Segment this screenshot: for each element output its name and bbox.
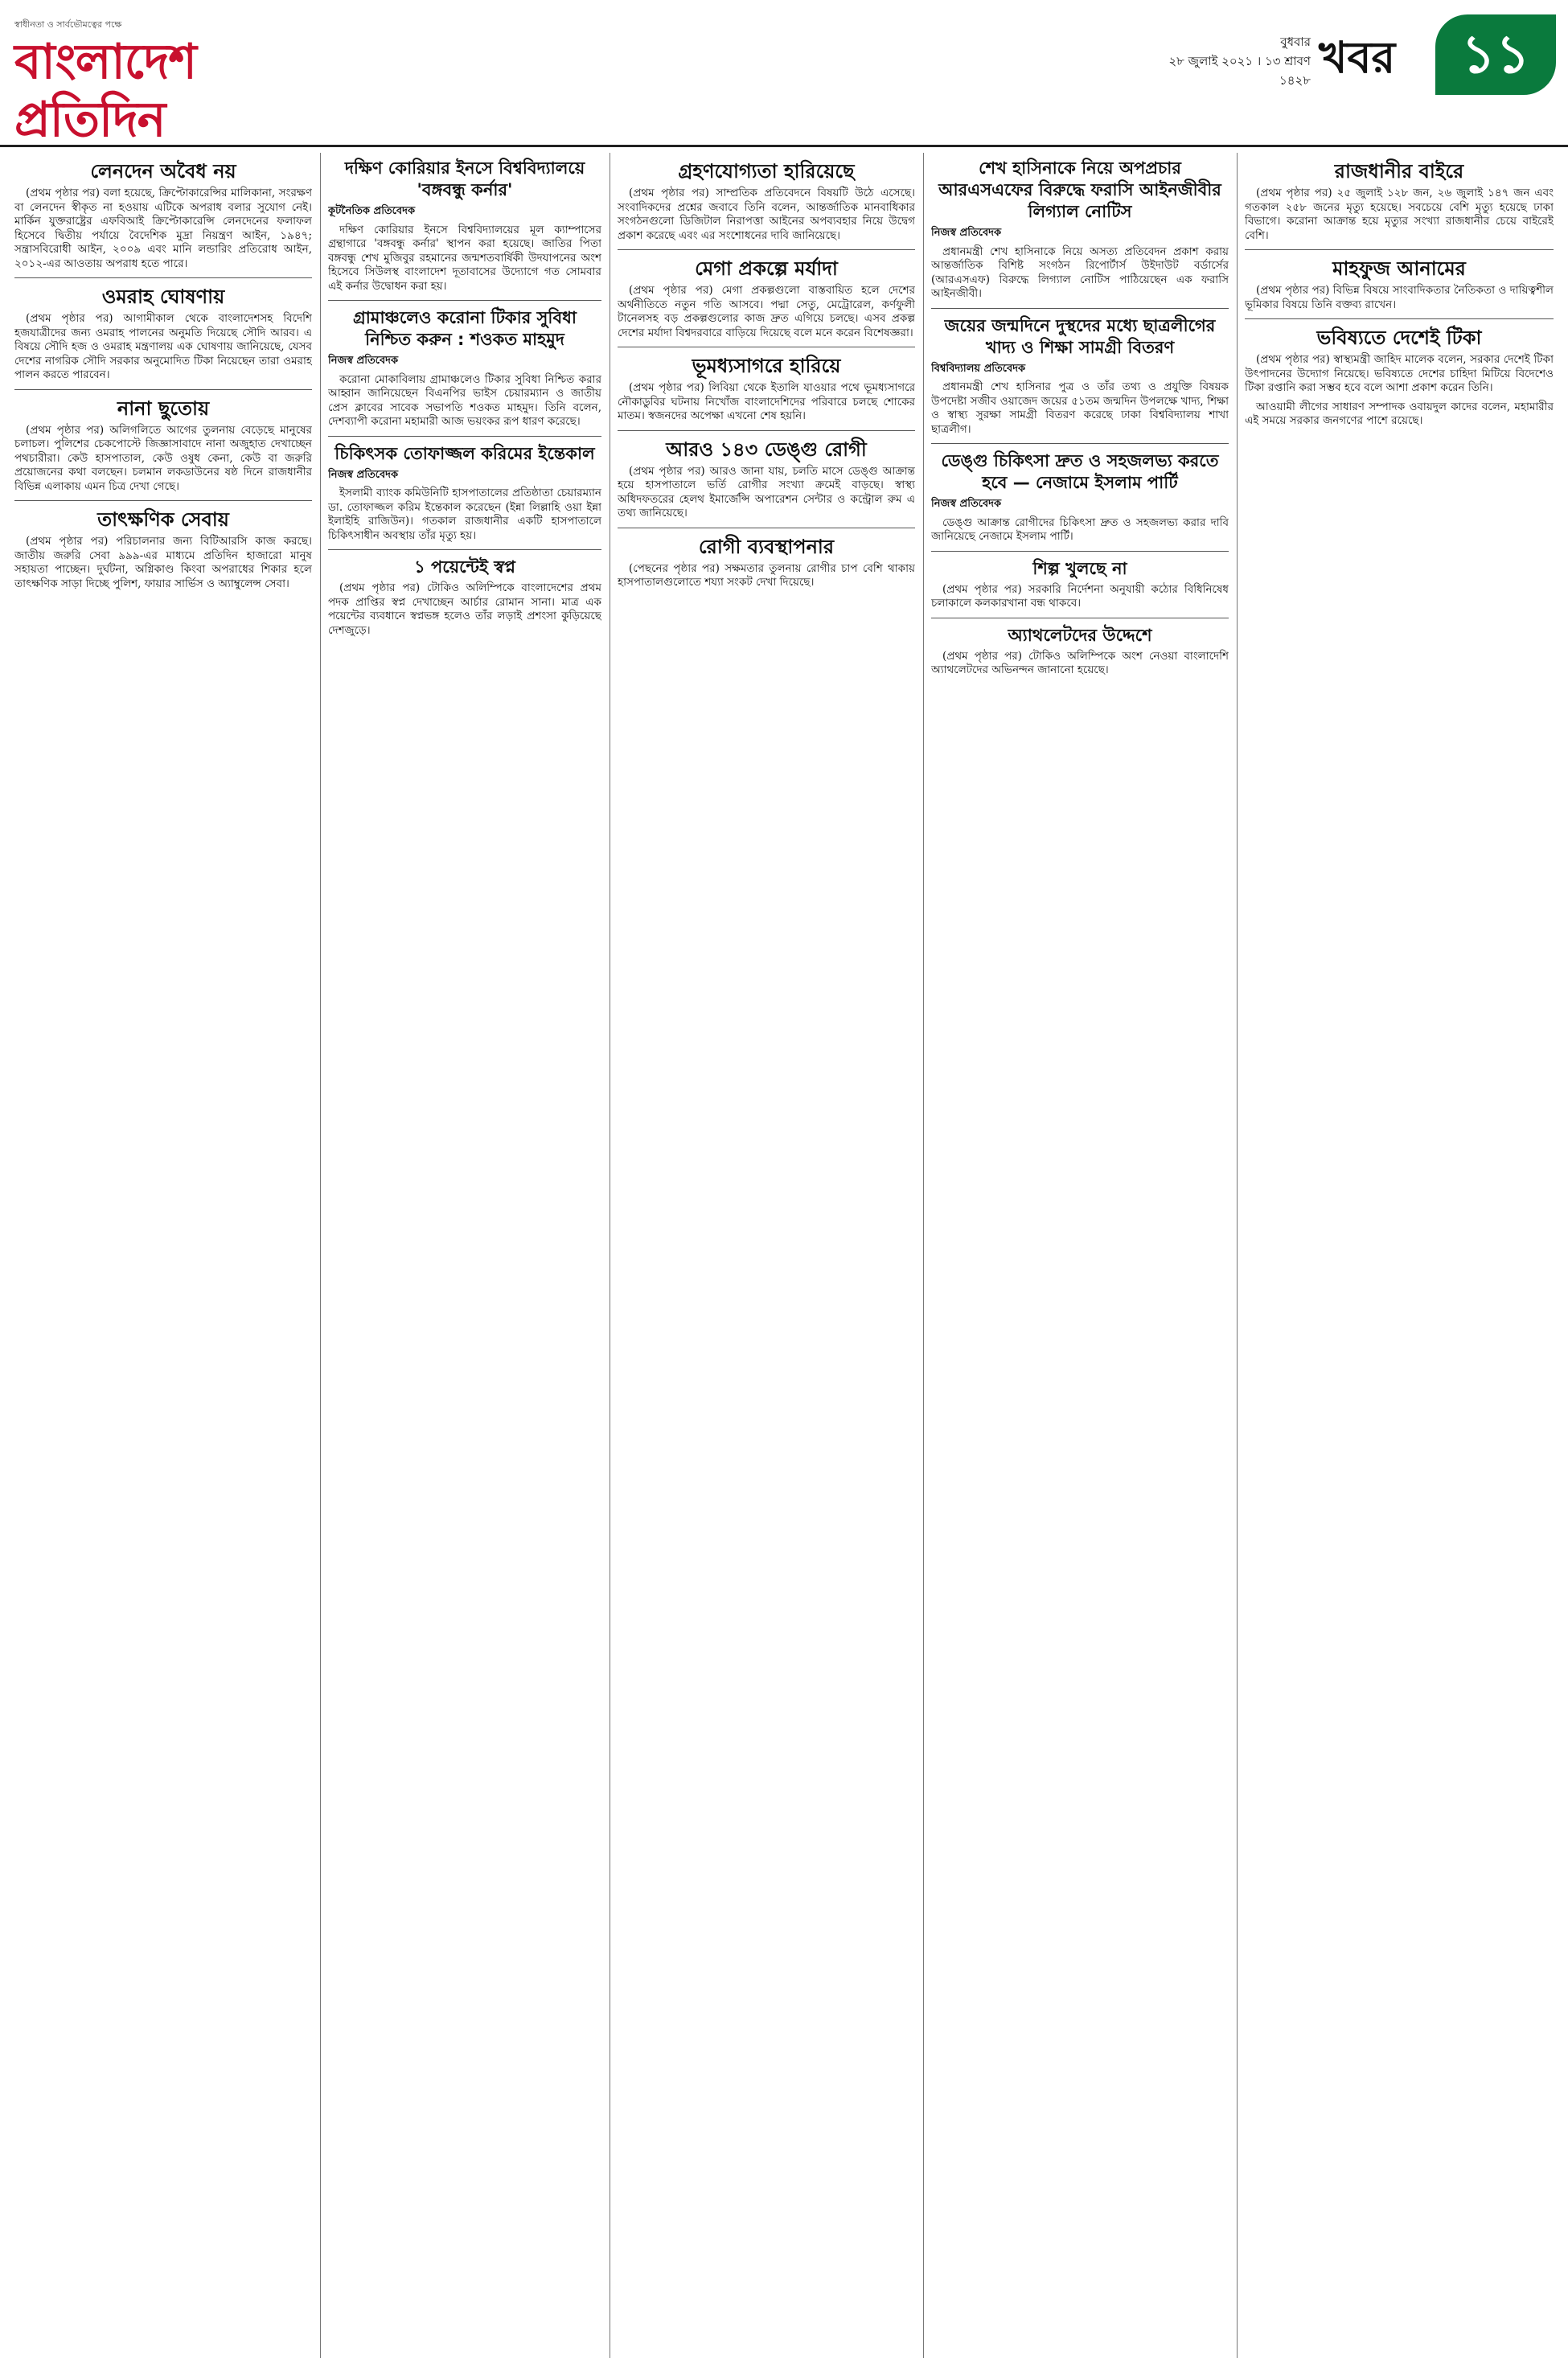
article-text: (প্রথম পৃষ্ঠার পর) আগামীকাল থেকে বাংলাদেশসহ বিদেশি হজযাত্রীদের জন্য ওমরাহ পালনের অনুমতি দিয়েছে সৌদি আরব। এ বিষয়ে সৌদি হজ ও ওমরাহ মন্ত্রণালয় এক ঘোষণায় জানিয়েছে, যেসব দেশের নাগরিক সৌদি সরকার অনুমোদিত টিকা নিয়েছেন তারা ওমরাহ পালন করতে পারবেন।: [14, 312, 312, 381]
divider: [1245, 249, 1554, 250]
headline[interactable]: আরও ১৪৩ ডেঙ্গু রোগী: [666, 437, 867, 461]
headline[interactable]: চিকিৎসক তোফাজ্জল করিমের ইন্তেকাল: [335, 443, 595, 463]
article-text: (প্রথম পৃষ্ঠার পর) অলিগলিতে আগের তুলনায় বেড়েছে মানুষের চলাচল। পুলিশের চেকপোস্টে জিজ্ঞাসাবাদে নানা অজুহাত দেখাচ্ছেন পথচারীরা। কেউ হাসপাতাল, কেউ ওষুধ কেনা, কেউ বা জরুরি প্রয়োজনের কথা বলছেন। চলমান লকডাউনের ষষ্ঠ দিনে রাজধানীর বিভিন্ন এলাকায় এমন চিত্র দেখা গেছে।: [14, 423, 312, 493]
headline[interactable]: জয়ের জন্মদিনে দুস্থদের মধ্যে ছাত্রলীগের খাদ্য ও শিক্ষা সামগ্রী বিতরণ: [944, 315, 1216, 357]
headline[interactable]: গ্রহণযোগ্যতা হারিয়েছে: [678, 160, 855, 183]
article-text: (প্রথম পৃষ্ঠার পর) বিভিন্ন বিষয়ে সাংবাদিকতার নৈতিকতা ও দায়িত্বশীল ভূমিকার বিষয়ে তিনি বক্তব্য রাখেন।: [1245, 284, 1554, 311]
divider: [14, 500, 312, 501]
byline: নিজস্ব প্রতিবেদক: [328, 355, 399, 367]
article-text: (প্রথম পৃষ্ঠার পর) সাম্প্রতিক প্রতিবেদনে বিষয়টি উঠে এসেছে। সংবাদিকদের প্রশ্নের জবাবে তিনি বলেন, আন্তর্জাতিক মানবাধিকার সংগঠনগুলো ডিজিটাল নিরাপত্তা আইনের অপব্যবহার নিয়ে উদ্বেগ প্রকাশ করেছে এবং এর সংশোধনের দাবি জানিয়েছে।: [618, 187, 915, 242]
article-text: (প্রথম পৃষ্ঠার পর) পরিচালনার জন্য বিটিআরসি কাজ করছে। জাতীয় জরুরি সেবা ৯৯৯-এর মাধ্যমে প্রতিদিন হাজারো মানুষ সহায়তা পাচ্ছেন। দুর্ঘটনা, অগ্নিকাণ্ড কিংবা অপরাধের শিকার হলে তাৎক্ষণিক সাড়া দিচ্ছে পুলিশ, ফায়ার সার্ভিস ও অ্যাম্বুলেন্স সেবা।: [14, 535, 312, 590]
column-2: [328, 153, 601, 2358]
headline[interactable]: শেখ হাসিনাকে নিয়ে অপপ্রচার আরএসএফের বিরুদ্ধে ফরাসি আইনজীবীর লিগ্যাল নোটিস: [938, 158, 1221, 221]
article-text: (প্রথম পৃষ্ঠার পর) সরকারি নির্দেশনা অনুযায়ী কঠোর বিধিনিষেধ চলাকালে কলকারখানা বন্ধ থাকবে।: [931, 582, 1229, 610]
article-text: ইসলামী ব্যাংক কমিউনিটি হাসপাতালের প্রতিষ্ঠাতা চেয়ারম্যান ডা. তোফাজ্জল করিম ইন্তেকাল করেছেন (ইন্না লিল্লাহি ওয়া ইন্না ইলাইহি রাজিউন)। গতকাল রাজধানীর একটি হাসপাতালে চিকিৎসাধীন অবস্থায় তাঁর মৃত্যু হয়।: [328, 487, 601, 542]
headline[interactable]: রাজধানীর বাইরে: [1334, 160, 1464, 183]
headline[interactable]: নানা ছুতোয়: [117, 396, 210, 420]
byline: নিজস্ব প্রতিবেদক: [328, 468, 399, 481]
headline[interactable]: দক্ষিণ কোরিয়ার ইনসে বিশ্ববিদ্যালয়ে 'বঙ্গবন্ধু কর্নার': [344, 158, 585, 199]
divider: [931, 551, 1229, 552]
article-text: (প্রথম পৃষ্ঠার পর) ২৫ জুলাই ১২৮ জন, ২৬ জুলাই ১৪৭ জন এবং গতকাল ২৫৮ জনের মৃত্যু হয়েছে। সবচেয়ে বেশি মৃত্যু হয়েছে ঢাকা বিভাগে। করোনা আক্রান্ত হয়ে মৃত্যুর সংখ্যা রাজধানীর চেয়ে বাইরেই বেশি।: [1245, 187, 1554, 242]
headline[interactable]: মাহফুজ আনামের: [1332, 257, 1466, 280]
headline[interactable]: ভবিষ্যতে দেশেই টিকা: [1316, 327, 1482, 349]
headline[interactable]: তাৎক্ষণিক সেবায়: [97, 508, 229, 531]
column-4: [931, 153, 1229, 2358]
column-rule: [923, 153, 924, 2358]
logo-name: বাংলাদেশ প্রতিদিন: [14, 34, 196, 148]
divider: [618, 430, 915, 431]
headline[interactable]: ওমরাহ ঘোষণায়: [101, 285, 225, 308]
column-1: [14, 153, 312, 2358]
article-text: ডেঙ্গু আক্রান্ত রোগীদের চিকিৎসা দ্রুত ও সহজলভ্য করার দাবি জানিয়েছে নেজামে ইসলাম পার্টি।: [931, 515, 1229, 543]
headline[interactable]: গ্রামাঞ্চলেও করোনা টিকার সুবিধা নিশ্চিত করুন : শওকত মাহমুদ: [352, 308, 577, 349]
article-text: দক্ষিণ কোরিয়ার ইনসে বিশ্ববিদ্যালয়ের মূল ক্যাম্পাসের গ্রন্থাগারে 'বঙ্গবন্ধু কর্নার' স্থাপন করা হয়েছে। জাতির পিতা বঙ্গবন্ধু শেখ মুজিবুর রহমানের জন্মশতবার্ষিকী উদযাপনের অংশ হিসেবে সিউলস্থ বাংলাদেশ দূতাবাসের উদ্যোগে গত সোমবার এই কর্নার উদ্বোধন করা হয়।: [328, 223, 601, 293]
divider: [618, 249, 915, 250]
divider: [1245, 318, 1554, 319]
divider: [14, 389, 312, 390]
divider: [931, 308, 1229, 309]
divider: [14, 277, 312, 278]
byline: বিশ্ববিদ্যালয় প্রতিবেদক: [931, 362, 1026, 375]
column-3: [618, 153, 915, 2358]
headline[interactable]: মেগা প্রকল্পে মর্যাদা: [695, 257, 838, 280]
divider: [328, 436, 601, 437]
byline: নিজস্ব প্রতিবেদক: [931, 498, 1002, 510]
divider: [328, 549, 601, 550]
headline[interactable]: লেনদেন অবৈধ নয়: [90, 160, 236, 183]
byline: কূটনৈতিক প্রতিবেদক: [328, 205, 416, 217]
article-text: আওয়ামী লীগের সাধারণ সম্পাদক ওবায়দুল কাদের বলেন, মহামারীর এই সময়ে সরকার জনগণের পাশে রয়েছে।: [1245, 400, 1554, 427]
article-text: (প্রথম পৃষ্ঠার পর) স্বাস্থ্যমন্ত্রী জাহিদ মালেক বলেন, সরকার দেশেই টিকা উৎপাদনের উদ্যোগ নিয়েছে। ভবিষ্যতে দেশের চাহিদা মিটিয়ে বিদেশেও টিকা রপ্তানি করা সম্ভব হবে বলে আশা প্রকাশ করেন তিনি।: [1245, 353, 1554, 394]
masthead: [0, 0, 1568, 147]
issue-day: বুধবার: [1280, 35, 1311, 49]
article-text: (প্রথম পৃষ্ঠার পর) আরও জানা যায়, চলতি মাসে ডেঙ্গু আক্রান্ত হয়ে হাসপাতালে ভর্তি রোগীর সংখ্যা ক্রমেই বাড়ছে। স্বাস্থ্য অধিদফতরের হেলথ ইমার্জেন্সি অপারেশন সেন্টার ও কন্ট্রোল রুম এ তথ্য জানিয়েছে।: [618, 464, 915, 520]
article-text: (প্রথম পৃষ্ঠার পর) টোকিও অলিম্পিকে অংশ নেওয়া বাংলাদেশি অ্যাথলেটদের অভিনন্দন জানানো হয়েছে।: [931, 649, 1229, 676]
headline[interactable]: ডেঙ্গু চিকিৎসা দ্রুত ও সহজলভ্য করতে হবে — নেজামে ইসলাম পার্টি: [941, 451, 1219, 492]
column-rule: [320, 153, 321, 2358]
article-text: প্রধানমন্ত্রী শেখ হাসিনার পুত্র ও তাঁর তথ্য ও প্রযুক্তি বিষয়ক উপদেষ্টা সজীব ওয়াজেদ জয়ের ৫১তম জন্মদিন উপলক্ষে খাদ্য, শিক্ষা ও স্বাস্থ্য সুরক্ষা সামগ্রী বিতরণ করেছে ঢাকা বিশ্ববিদ্যালয় শাখা ছাত্রলীগ।: [931, 380, 1229, 436]
divider: [328, 300, 601, 301]
article-text: (প্রথম পৃষ্ঠার পর) মেগা প্রকল্পগুলো বাস্তবায়িত হলে দেশের অর্থনীতিতে নতুন গতি আসবে। পদ্মা সেতু, মেট্রোরেল, কর্ণফুলী টানেলসহ বড় প্রকল্পগুলোর কাজ দ্রুত এগিয়ে চলছে। এসব প্রকল্প দেশের মর্যাদা বিশ্বদরবারে বাড়িয়ে দিয়েছে বলে মনে করেন বিশেষজ্ঞরা।: [618, 284, 915, 339]
column-rule: [1237, 153, 1238, 2358]
issue-date-text: ২৮ জুলাই ২০২১ । ১৩ শ্রাবণ ১৪২৮: [1168, 54, 1311, 88]
headline[interactable]: রোগী ব্যবস্থাপনার: [698, 535, 835, 558]
issue-date: [1142, 32, 1311, 90]
article-text: (প্রথম পৃষ্ঠার পর) লিবিয়া থেকে ইতালি যাওয়ার পথে ভূমধ্যসাগরে নৌকাডুবির ঘটনায় নিখোঁজ বাংলাদেশিদের পরিবারে চলছে শোকের মাতম। স্বজনদের অপেক্ষা এখনো শেষ হয়নি।: [618, 381, 915, 422]
headline[interactable]: ভূমধ্যসাগরে হারিয়ে: [692, 355, 841, 377]
column-5: [1245, 153, 1554, 2358]
headline[interactable]: শিল্প খুলছে না: [1032, 558, 1127, 578]
page-number-badge: ১১: [1435, 14, 1556, 95]
article-text: করোনা মোকাবিলায় গ্রামাঞ্চলেও টিকার সুবিধা নিশ্চিত করার আহ্বান জানিয়েছেন বিএনপির ভাইস চেয়ারম্যান ও জাতীয় প্রেস ক্লাবের সাবেক সভাপতি শওকত মাহমুদ। তিনি বলেন, দেশব্যাপী করোনা মহামারী আজ ভয়ংকর রূপ ধারণ করেছে।: [328, 372, 601, 428]
article-text: (পেছনের পৃষ্ঠার পর) সক্ষমতার তুলনায় রোগীর চাপ বেশি থাকায় হাসপাতালগুলোতে শয্যা সংকট দেখা দিয়েছে।: [618, 561, 915, 589]
newspaper-logo[interactable]: [14, 18, 280, 148]
article-text: (প্রথম পৃষ্ঠার পর) বলা হয়েছে, ক্রিপ্টোকারেন্সির মালিকানা, সংরক্ষণ বা লেনদেন স্বীকৃত না হওয়ায় এটিকে অপরাধ বলার সুযোগ নেই। মার্কিন যুক্তরাষ্ট্রের এফবিআই ক্রিপ্টোকারেন্সি লেনদেনের ফলাফল হিসেবে দ্বিতীয় পর্যায়ে বৈদেশিক মুদ্রা নিয়ন্ত্রণ আইন, ১৯৪৭; সন্ত্রাসবিরোধী আইন, ২০০৯ এবং মানি লন্ডারিং প্রতিরোধ আইন, ২০১২-এর আওতায় অপরাধ হতে পারে।: [14, 187, 312, 270]
article-text: (প্রথম পৃষ্ঠার পর) টোকিও অলিম্পিকে বাংলাদেশের প্রথম পদক প্রাপ্তির স্বপ্ন দেখাচ্ছেন আর্চার রোমান সানা। মাত্র এক পয়েন্টের ব্যবধানে স্বপ্নভঙ্গ হলেও তাঁর লড়াই প্রশংসা কুড়িয়েছে দেশজুড়ে।: [328, 581, 601, 637]
divider: [931, 443, 1229, 444]
headline[interactable]: ১ পয়েন্টেই স্বপ্ন: [414, 557, 515, 577]
headline[interactable]: অ্যাথলেটদের উদ্দেশে: [1008, 625, 1152, 645]
article-text: প্রধানমন্ত্রী শেখ হাসিনাকে নিয়ে অসত্য প্রতিবেদন প্রকাশ করায় আন্তর্জাতিক বিশিষ্ট সংগঠন রিপোর্টার্স উইদাউট বর্ডার্সের (আরএসএফ) বিরুদ্ধে লিগ্যাল নোটিস পাঠিয়েছেন এক ফরাসি আইনজীবী।: [931, 244, 1229, 300]
logo-tagline: স্বাধীনতা ও সার্বভৌমত্বের পক্ষে: [14, 19, 122, 30]
byline: নিজস্ব প্রতিবেদক: [931, 227, 1002, 239]
section-title: খবর: [1319, 32, 1396, 83]
